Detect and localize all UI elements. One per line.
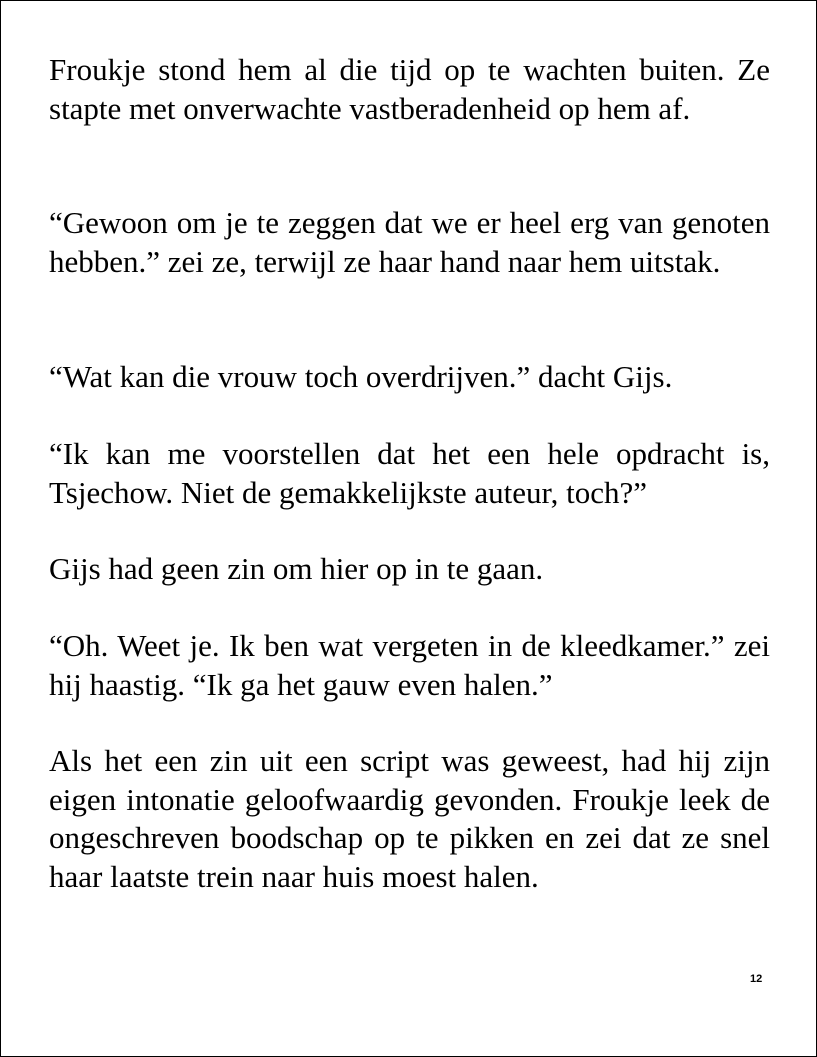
paragraph: Als het een zin uit een script was geweest, had hij zijn eigen intonatie geloofwaardig gevonden. Froukje leek de ongeschreven boodschap op te pikken en zei dat ze snel haar laatste trein naar huis moest halen. <box>49 743 770 894</box>
paragraph: “Ik kan me voorstellen dat het een hele opdracht is, Tsjechow. Niet de gemakkelijkste auteur, toch?” <box>49 436 770 510</box>
paragraph: “Oh. Weet je. Ik ben wat vergeten in de kleedkamer.” zei hij haastig. “Ik ga het gauw even halen.” <box>49 628 770 702</box>
paragraph: “Wat kan die vrouw toch overdrijven.” dacht Gijs. <box>49 359 673 394</box>
page-number: 12 <box>750 973 763 985</box>
paragraph: “Gewoon om je te zeggen dat we er heel erg van genoten hebben.” zei ze, terwijl ze haar hand naar hem uitstak. <box>49 205 770 279</box>
paragraph: Froukje stond hem al die tijd op te wachten buiten. Ze stapte met onverwachte vastberadenheid op hem af. <box>49 52 770 126</box>
paragraph: Gijs had geen zin om hier op in te gaan. <box>49 551 544 586</box>
